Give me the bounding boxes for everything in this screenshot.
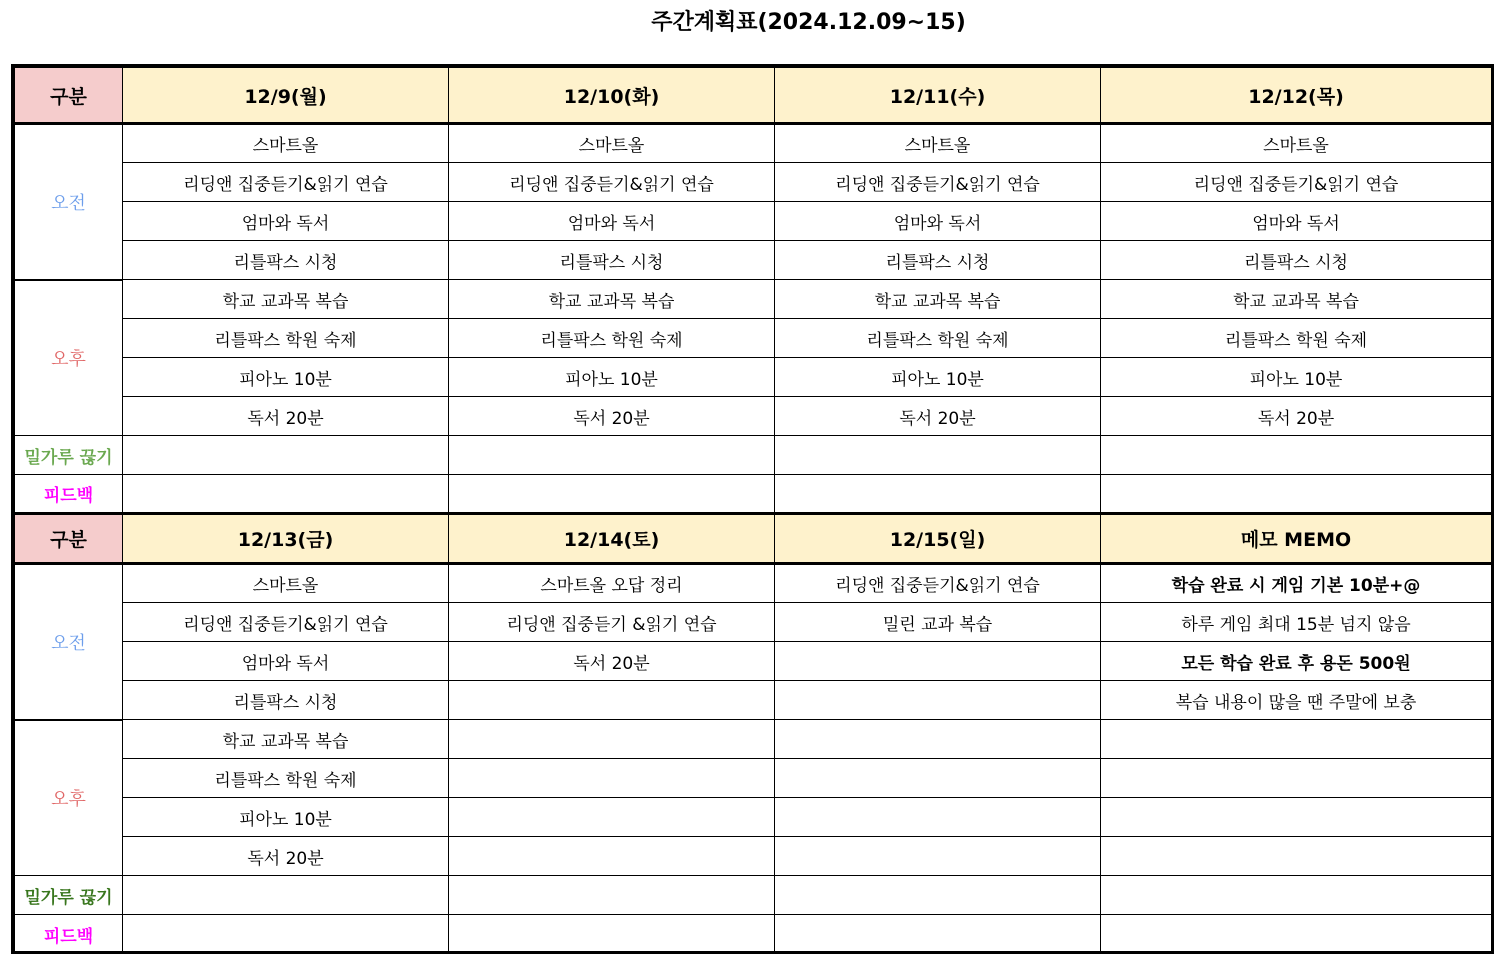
- table-cell: 학교 교과목 복습: [1101, 280, 1492, 319]
- table-cell: 엄마와 독서: [123, 202, 449, 241]
- table-cell[interactable]: [449, 837, 775, 876]
- day-header-mon: 12/9(월): [123, 68, 449, 124]
- table-cell: 리딩앤 집중듣기&읽기 연습: [1101, 163, 1492, 202]
- table-cell: 리틀팍스 시청: [775, 241, 1101, 280]
- table-cell: 스마트올: [449, 124, 775, 163]
- table-cell[interactable]: [449, 681, 775, 720]
- memo-item: 하루 게임 최대 15분 넘지 않음: [1101, 603, 1492, 642]
- weekly-plan-table: [11, 64, 1494, 954]
- table-cell: 리틀팍스 학원 숙제: [123, 759, 449, 798]
- memo-item: 모든 학습 완료 후 용돈 500원: [1101, 642, 1492, 681]
- table-cell: 리틀팍스 시청: [449, 241, 775, 280]
- table-cell: 리딩앤 집중듣기&읽기 연습: [123, 163, 449, 202]
- memo-item: 학습 완료 시 게임 기본 10분+@: [1101, 564, 1492, 603]
- table-cell: 독서 20분: [775, 397, 1101, 436]
- table-cell: 리딩앤 집중듣기&읽기 연습: [775, 564, 1101, 603]
- wheat-label: 밀가루 끊기: [15, 436, 123, 475]
- feedback-label: 피드백: [15, 475, 123, 514]
- table-cell: 엄마와 독서: [123, 642, 449, 681]
- day-header-tue: 12/10(화): [449, 68, 775, 124]
- table-cell[interactable]: [123, 915, 449, 954]
- table-row: [15, 759, 1492, 798]
- table-row: [15, 358, 1492, 397]
- table-cell[interactable]: [449, 876, 775, 915]
- table-cell[interactable]: [449, 915, 775, 954]
- wheat-row: [15, 436, 1492, 475]
- table-cell[interactable]: [1101, 475, 1492, 514]
- table-cell: 엄마와 독서: [775, 202, 1101, 241]
- table-cell[interactable]: [1101, 876, 1492, 915]
- table-cell: 리틀팍스 시청: [1101, 241, 1492, 280]
- table-cell: 엄마와 독서: [449, 202, 775, 241]
- category-header: 구분: [15, 68, 123, 124]
- table-cell: 리딩앤 집중듣기 &읽기 연습: [449, 603, 775, 642]
- table-row: [15, 837, 1492, 876]
- table-cell[interactable]: [775, 681, 1101, 720]
- table-row: [15, 564, 1492, 603]
- table-cell: 리딩앤 집중듣기&읽기 연습: [775, 163, 1101, 202]
- table-cell: 피아노 10분: [123, 358, 449, 397]
- table-cell: 독서 20분: [449, 642, 775, 681]
- table-cell[interactable]: [1101, 915, 1492, 954]
- table-cell: 독서 20분: [123, 397, 449, 436]
- table-cell[interactable]: [123, 475, 449, 514]
- day-header-sun: 12/15(일): [775, 514, 1101, 564]
- page-title: 주간계획표(2024.12.09~15): [651, 10, 966, 35]
- table-cell: 독서 20분: [1101, 397, 1492, 436]
- table-cell[interactable]: [1101, 837, 1492, 876]
- am-label: 오전: [15, 564, 123, 720]
- header-row-week2: [15, 514, 1492, 564]
- day-header-thu: 12/12(목): [1101, 68, 1492, 124]
- table-cell[interactable]: [449, 475, 775, 514]
- table-cell: 리틀팍스 학원 숙제: [123, 319, 449, 358]
- category-header: 구분: [15, 514, 123, 564]
- table-cell: 피아노 10분: [123, 798, 449, 837]
- table-cell: 학교 교과목 복습: [123, 720, 449, 759]
- wheat-row: [15, 876, 1492, 915]
- table-cell[interactable]: [449, 720, 775, 759]
- table-cell: 독서 20분: [123, 837, 449, 876]
- table-row: [15, 241, 1492, 280]
- table-row: [15, 720, 1492, 759]
- wheat-label: 밀가루 끊기: [15, 876, 123, 915]
- feedback-label: 피드백: [15, 915, 123, 954]
- table-cell[interactable]: [449, 436, 775, 475]
- table-cell: 리틀팍스 학원 숙제: [775, 319, 1101, 358]
- pm-label: 오후: [15, 280, 123, 436]
- table-cell[interactable]: [123, 876, 449, 915]
- table-cell[interactable]: [775, 798, 1101, 837]
- table-cell: 독서 20분: [449, 397, 775, 436]
- table-cell: 학교 교과목 복습: [449, 280, 775, 319]
- table-cell: 피아노 10분: [449, 358, 775, 397]
- table-row: [15, 798, 1492, 837]
- table-cell[interactable]: [449, 798, 775, 837]
- table-cell[interactable]: [1101, 436, 1492, 475]
- table-cell[interactable]: [775, 759, 1101, 798]
- table-cell: 스마트올: [123, 124, 449, 163]
- day-header-sat: 12/14(토): [449, 514, 775, 564]
- table-cell: 피아노 10분: [1101, 358, 1492, 397]
- table-cell: 엄마와 독서: [1101, 202, 1492, 241]
- table-row: [15, 280, 1492, 319]
- table-cell[interactable]: [775, 915, 1101, 954]
- table-cell: 스마트올 오답 정리: [449, 564, 775, 603]
- header-row-week1: [15, 68, 1492, 124]
- table-cell[interactable]: [449, 759, 775, 798]
- table-cell: 스마트올: [775, 124, 1101, 163]
- table-row: [15, 397, 1492, 436]
- table-cell: 리틀팍스 시청: [123, 241, 449, 280]
- table-cell: 학교 교과목 복습: [775, 280, 1101, 319]
- table-cell[interactable]: [123, 436, 449, 475]
- table-cell: 리틀팍스 학원 숙제: [1101, 319, 1492, 358]
- feedback-row: [15, 475, 1492, 514]
- table-cell: 스마트올: [1101, 124, 1492, 163]
- table-row: [15, 681, 1492, 720]
- am-label: 오전: [15, 124, 123, 280]
- memo-header: 메모 MEMO: [1101, 514, 1492, 564]
- table-row: [15, 163, 1492, 202]
- table-cell[interactable]: [775, 720, 1101, 759]
- table-cell[interactable]: [775, 436, 1101, 475]
- table-row: [15, 124, 1492, 163]
- table-row: [15, 642, 1492, 681]
- table-cell: 리딩앤 집중듣기&읽기 연습: [123, 603, 449, 642]
- table-cell: 리틀팍스 시청: [123, 681, 449, 720]
- table-cell[interactable]: [1101, 798, 1492, 837]
- table-cell[interactable]: [775, 837, 1101, 876]
- table-cell: 피아노 10분: [775, 358, 1101, 397]
- table-cell: 밀린 교과 복습: [775, 603, 1101, 642]
- table-cell[interactable]: [1101, 720, 1492, 759]
- table-cell[interactable]: [775, 876, 1101, 915]
- memo-item: 복습 내용이 많을 땐 주말에 보충: [1101, 681, 1492, 720]
- table-row: [15, 202, 1492, 241]
- day-header-wed: 12/11(수): [775, 68, 1101, 124]
- table-row: [15, 603, 1492, 642]
- table-cell: 리딩앤 집중듣기&읽기 연습: [449, 163, 775, 202]
- table-cell: 학교 교과목 복습: [123, 280, 449, 319]
- table-cell[interactable]: [775, 642, 1101, 681]
- feedback-row: [15, 915, 1492, 954]
- pm-label: 오후: [15, 720, 123, 876]
- day-header-fri: 12/13(금): [123, 514, 449, 564]
- table-cell: 스마트올: [123, 564, 449, 603]
- table-cell[interactable]: [775, 475, 1101, 514]
- table-cell[interactable]: [1101, 759, 1492, 798]
- table-cell: 리틀팍스 학원 숙제: [449, 319, 775, 358]
- table-row: [15, 319, 1492, 358]
